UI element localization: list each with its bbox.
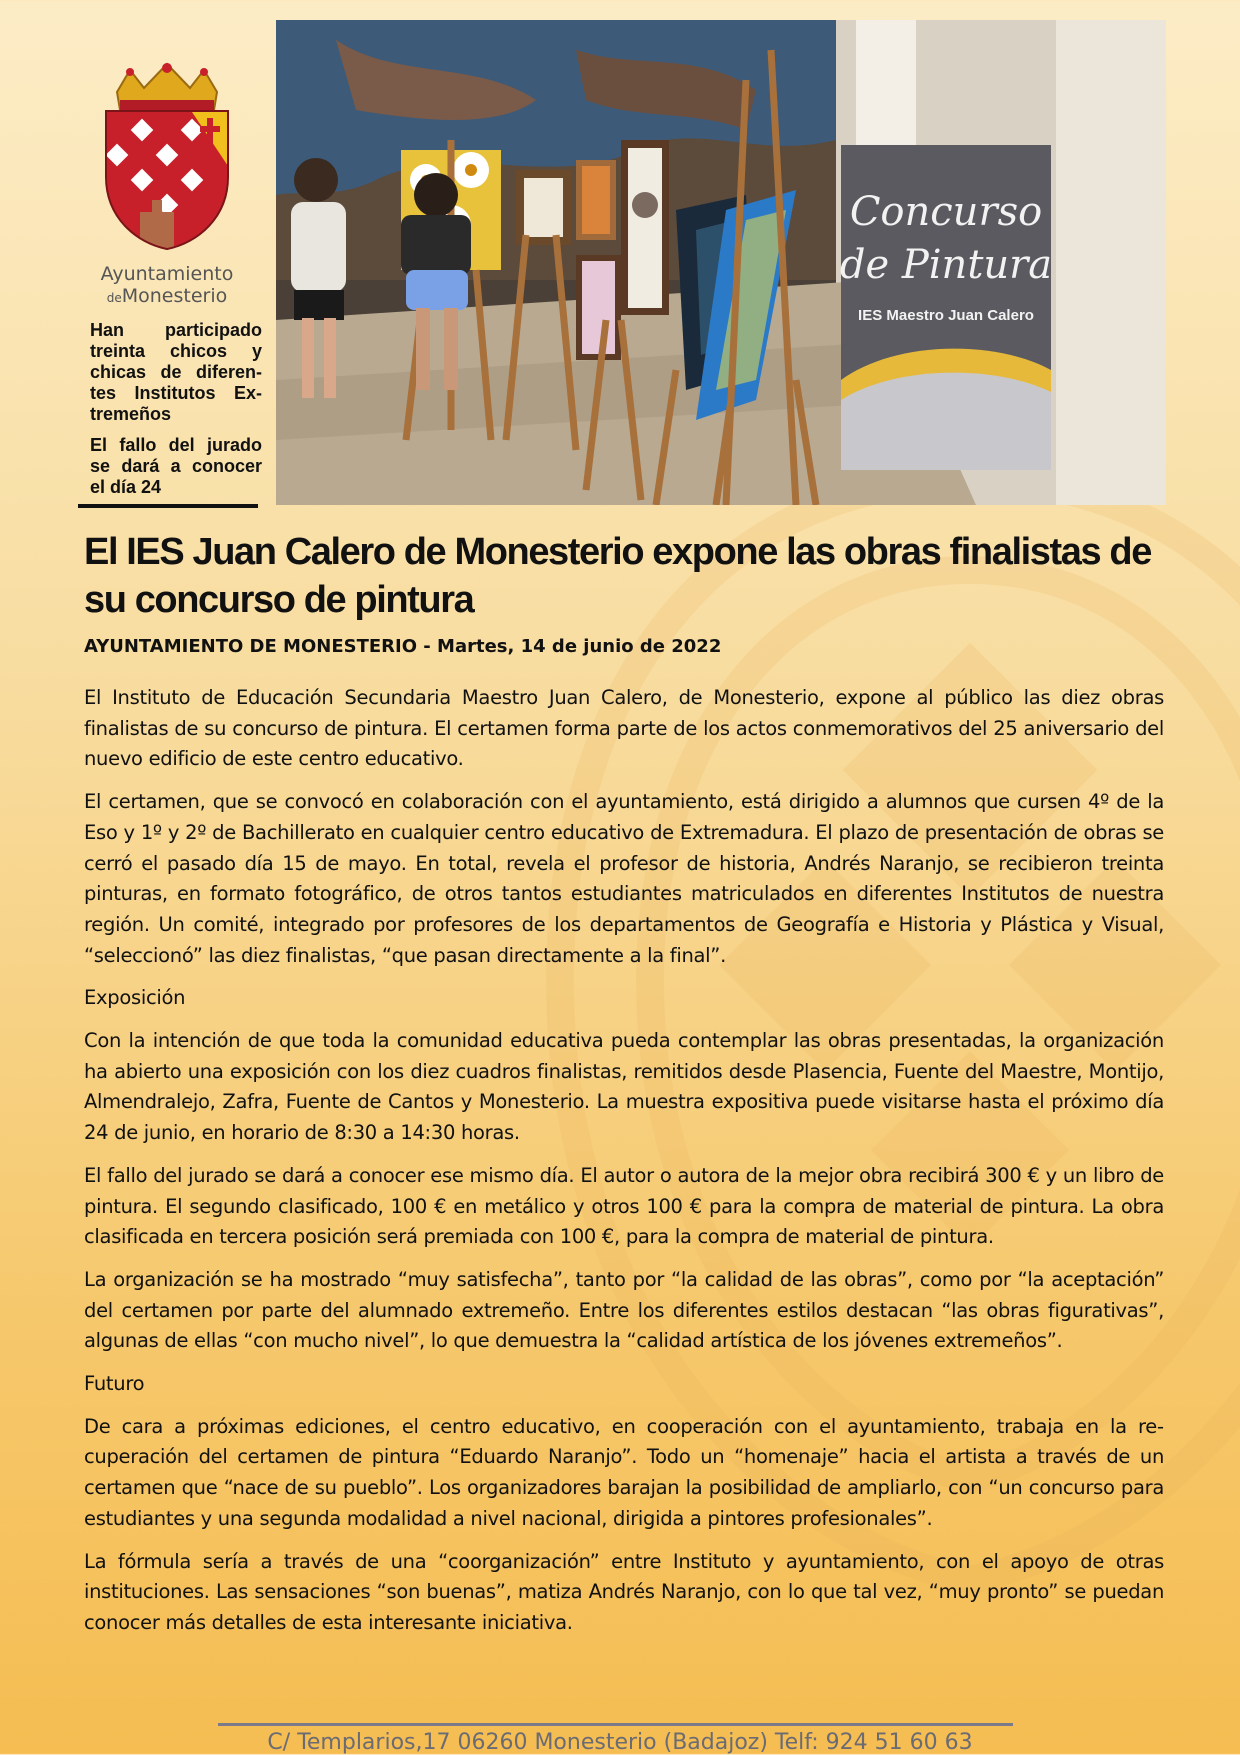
article-paragraph: La fórmula sería a través de una “coorganización” entre Instituto y ayuntamiento, con el apoyo de otras instituciones. Las sensaciones “son buenas”, matiza Andrés Naranjo, con lo que tal vez, “muy pronto” se puedan conocer más detalles de esta interesante iniciativa. <box>84 1549 1164 1634</box>
logo-caption <box>82 263 252 309</box>
highlight-jury-date: El fallo del jurado se dará a conocer el día 24 <box>90 435 262 497</box>
sidebar-divider <box>78 504 258 508</box>
article-subheading-futuro: Futuro <box>84 1372 145 1396</box>
sidebar-highlights <box>90 320 262 508</box>
banner-line2: de Pintura <box>839 242 1053 288</box>
article-headline: El IES Juan Calero de Monesterio expone las obras finalistas de su concurso de pintura <box>84 531 1151 621</box>
logo-name-line1: Ayuntamiento <box>100 263 234 285</box>
article-paragraph: La organización se ha mostrado “muy satisfecha”, tanto por “la calidad de las obras”, como por “la aceptación” del certamen por parte del alumnado extremeño. Entre los diferentes estilos destacan “las obras figurativas”, algunas de ellas “con mucho nivel”, lo que demuestra la “calidad artística de los jóvenes extremeños”. <box>84 1267 1164 1353</box>
article-paragraph: De cara a próximas ediciones, el centro educativo, en cooperación con el ayuntamiento, trabaja en la recuperación del certamen de pintura “Eduardo Naranjo”. Todo un “homenaje” hacia el artista a través de un certamen que “nace de su pueblo”. Los organizadores barajan la posibilidad de ampliarlo, con “un concurso para estudiantes y una segunda modalidad a nivel nacional, dirigida a pintores profesionales”. <box>84 1414 1164 1530</box>
coat-of-arms-icon <box>82 62 252 252</box>
article-paragraph: El fallo del jurado se dará a conocer ese mismo día. El autor o autora de la mejor obra recibirá 300 € y un libro de pintura. El segundo clasificado, 100 € en metálico y otros 100 € para la compra de material de pintura. La obra clasificada en tercera posición será premiada con 100 €, para la compra de material de pintura. <box>84 1163 1164 1249</box>
logo-name-line2: Monesterio <box>121 285 228 307</box>
exhibition-photo <box>276 20 1166 505</box>
article-byline <box>84 636 721 657</box>
highlight-participants: Han participado treinta chicos y chicas de diferentes Institutos Extremeños <box>90 320 262 424</box>
banner-line1: Concurso <box>849 189 1043 235</box>
municipality-logo <box>82 62 252 309</box>
logo-name-de: de <box>106 291 122 305</box>
byline-source: AYUNTAMIENTO DE MONESTERIO - <box>84 636 431 657</box>
article-subheading-exposicion: Exposición <box>84 986 186 1010</box>
article-paragraph: El certamen, que se convocó en colaboración con el ayuntamiento, está dirigido a alumnos que cursen 4º de la Eso y 1º y 2º de Bachillerato en cualquier centro educativo de Extremadura. El plazo de presentación de obras se cerró el pasado día 15 de mayo. En total, revela el profesor de historia, Andrés Naranjo, se recibieron treinta pinturas, en formato fotográfico, de otros tantos estudiantes matriculados en diferentes Institutos de nuestra región. Un comité, integrado por profesores de los departamentos de Geografía e Historia y Plástica y Visual, “seleccionó” las diez finalistas, “que pasan directamente a la final”. <box>84 790 1164 967</box>
banner-line3: IES Maestro Juan Calero <box>858 307 1034 324</box>
footer-address: C/ Templarios,17 06260 Monesterio (Badajoz) Telf: 924 51 60 63 <box>267 1730 973 1755</box>
article-body <box>84 683 1164 1651</box>
footer-divider <box>218 1723 1013 1726</box>
article-paragraph: El Instituto de Educación Secundaria Maestro Juan Calero, de Monesterio, expone al público las diez obras finalistas de su concurso de pintura. El certamen forma parte de los actos conmemorativos del 25 aniversario del nuevo edificio de este centro educativo. <box>84 686 1164 771</box>
article-paragraph: Con la intención de que toda la comunidad educativa pueda contemplar las obras presentadas, la organización ha abierto una exposición con los diez cuadros finalistas, remitidos desde Plasencia, Fuente del Maestre, Montijo, Almendralejo, Zafra, Fuente de Cantos y Monesterio. La muestra expositiva puede visitarse hasta el próximo día 24 de junio, en horario de 8:30 a 14:30 horas. <box>84 1029 1164 1145</box>
byline-date: Martes, 14 de junio de 2022 <box>437 636 722 657</box>
